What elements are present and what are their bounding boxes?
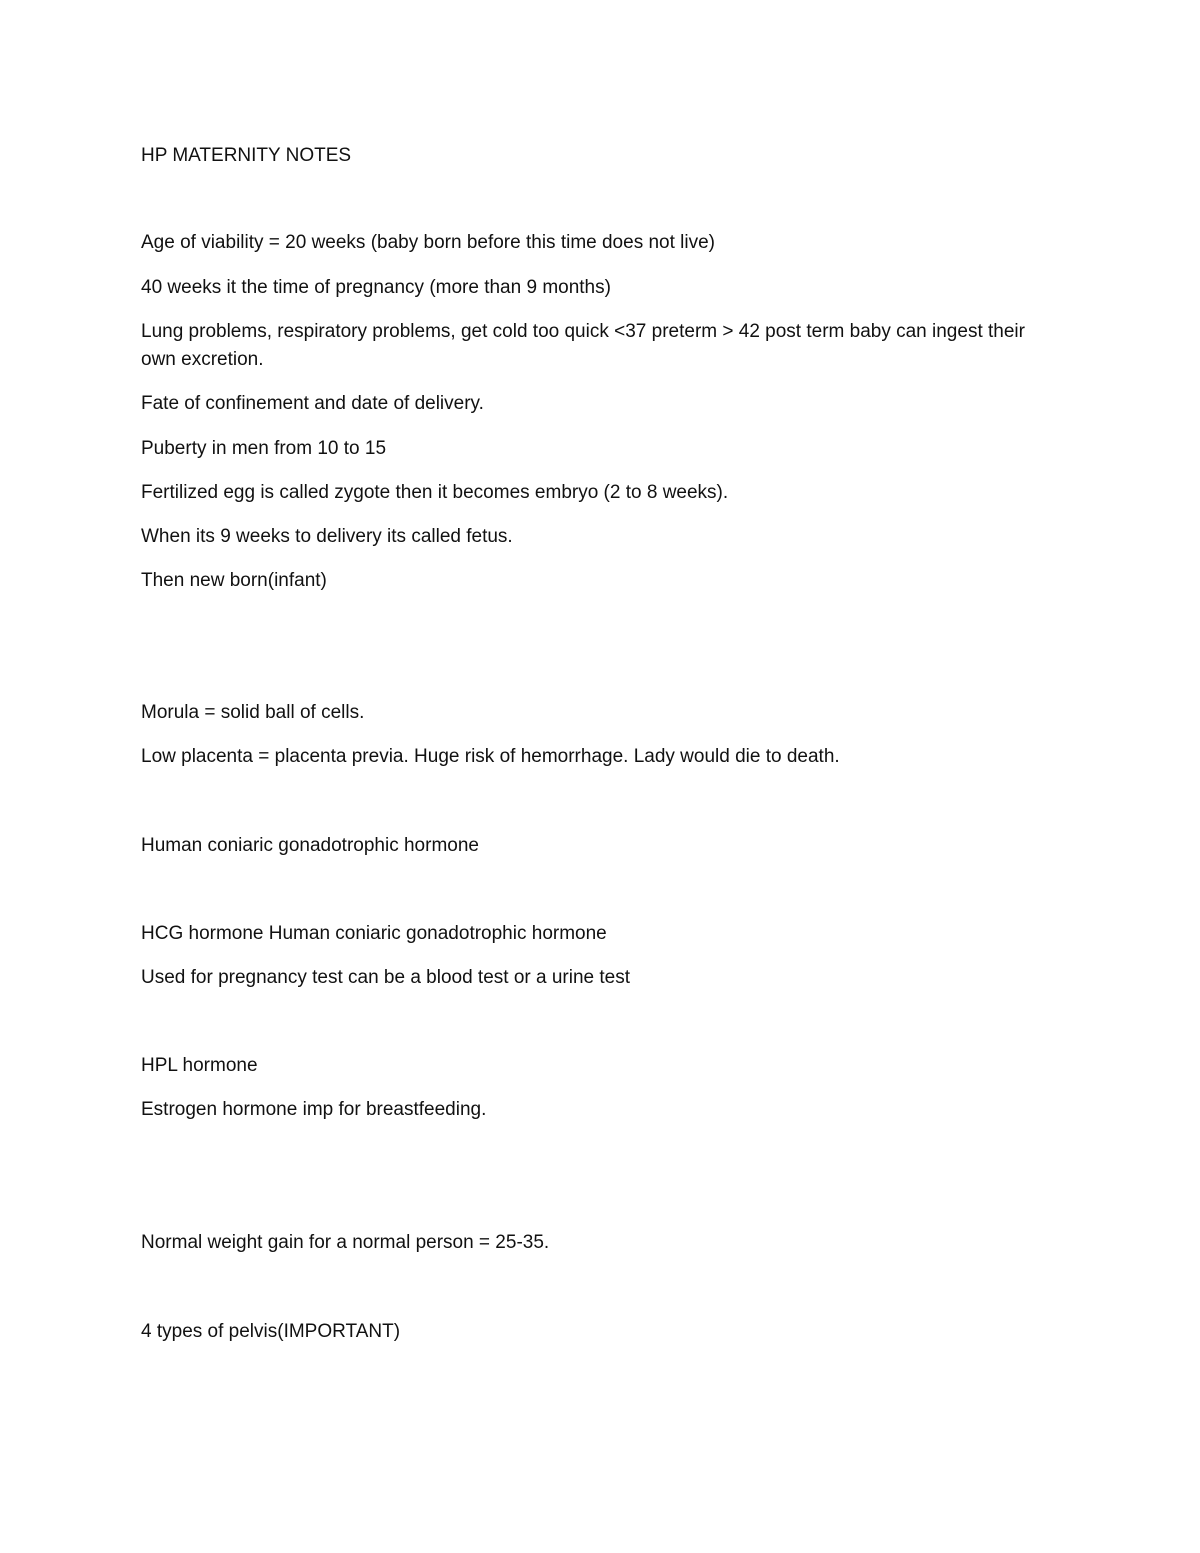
note-line: Then new born(infant) [141,570,327,591]
note-line: Puberty in men from 10 to 15 [141,438,387,459]
document-title: HP MATERNITY NOTES [141,145,352,166]
note-line: HPL hormone [141,1055,258,1076]
note-line: 40 weeks it the time of pregnancy (more than 9 months) [141,277,611,298]
note-line: Age of viability = 20 weeks (baby born before this time does not live) [141,232,715,253]
note-line: Lung problems, respiratory problems, get cold too quick <37 preterm > 42 post term baby can ingest their own excretion. [141,321,1025,370]
note-line: Normal weight gain for a normal person = 25-35. [141,1232,550,1253]
note-line: Morula = solid ball of cells. [141,702,365,723]
note-line: Fertilized egg is called zygote then it becomes embryo (2 to 8 weeks). [141,482,729,503]
note-line: Fate of confinement and date of delivery. [141,393,484,414]
note-line: Low placenta = placenta previa. Huge risk of hemorrhage. Lady would die to death. [141,746,840,767]
note-line: HCG hormone Human coniaric gonadotrophic hormone [141,923,607,944]
note-line: Human coniaric gonadotrophic hormone [141,835,479,856]
note-line: 4 types of pelvis(IMPORTANT) [141,1321,401,1342]
note-line: Used for pregnancy test can be a blood test or a urine test [141,967,631,988]
note-line: When its 9 weeks to delivery its called fetus. [141,526,513,547]
note-line: Estrogen hormone imp for breastfeeding. [141,1099,487,1120]
